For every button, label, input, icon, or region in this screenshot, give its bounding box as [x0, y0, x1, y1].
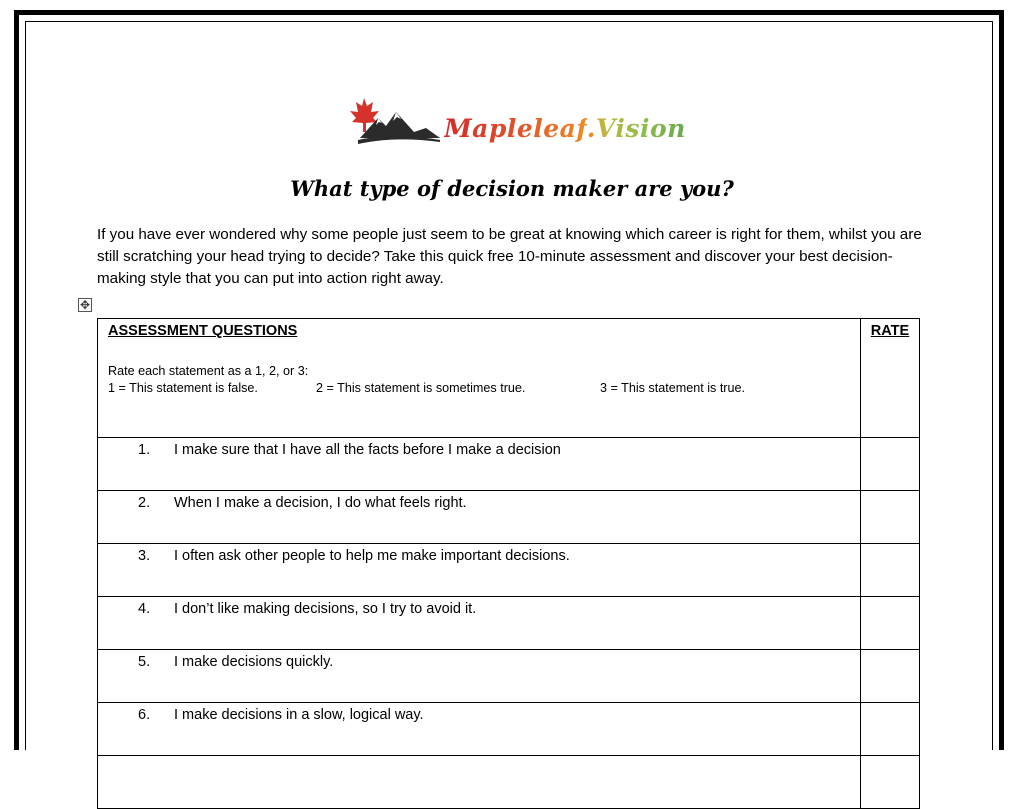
question-cell [98, 544, 861, 597]
rate-input-cell[interactable] [861, 544, 920, 597]
brand-name-part1: Mapleleaf [444, 114, 587, 143]
question-cell [98, 650, 861, 703]
question-text: I often ask other people to help me make important decisions. [174, 548, 570, 564]
brand-name-part2: Vision [595, 114, 686, 143]
question-number: 4. [138, 601, 151, 617]
rate-input-cell[interactable] [861, 756, 920, 809]
rating-instruction-text: Rate each statement as a 1, 2, or 3: [108, 364, 309, 378]
question-number: 1. [138, 442, 151, 458]
scale-item: 1 = This statement is false. [108, 381, 258, 395]
rate-input-cell[interactable] [861, 597, 920, 650]
question-number: 3. [138, 548, 151, 564]
rate-input-cell[interactable] [861, 438, 920, 491]
table-row [98, 756, 920, 809]
assessment-table [97, 318, 920, 809]
question-cell [98, 491, 861, 544]
table-row [98, 597, 920, 650]
table-row [98, 438, 920, 491]
question-cell [98, 756, 861, 809]
table-row [98, 703, 920, 756]
question-number: 5. [138, 654, 151, 670]
rating-scale [108, 380, 850, 397]
intro-paragraph: If you have ever wondered why some people just seem to be great at knowing which career is right for them, whilst you are still scratching your head trying to decide? Take this quick free 10-minute assessment and discover your best decision-making style that you can put into action right away. [97, 226, 922, 287]
brand-logo [344, 92, 694, 156]
brand-name-dot: . [586, 114, 596, 143]
table-header-row [98, 319, 920, 438]
table-row [98, 650, 920, 703]
rate-heading: RATE [870, 323, 910, 339]
question-cell [98, 703, 861, 756]
table-row [98, 491, 920, 544]
maple-leaf-mountain-logo-icon [344, 92, 444, 152]
scale-item: 3 = This statement is true. [600, 381, 746, 395]
rating-instructions [108, 363, 850, 397]
question-number: 2. [138, 495, 151, 511]
question-number: 6. [138, 707, 151, 723]
question-text: I make decisions in a slow, logical way. [174, 707, 424, 723]
rate-input-cell[interactable] [861, 650, 920, 703]
question-cell [98, 438, 861, 491]
rate-header-cell [861, 319, 920, 438]
rate-input-cell[interactable] [861, 491, 920, 544]
question-text: I make decisions quickly. [174, 654, 334, 670]
question-cell [98, 597, 861, 650]
scale-item: 2 = This statement is sometimes true. [316, 381, 526, 395]
question-text: When I make a decision, I do what feels right. [174, 495, 467, 511]
question-text: I don’t like making decisions, so I try to avoid it. [174, 601, 477, 617]
page-title: What type of decision maker are you? [290, 176, 734, 201]
rate-input-cell[interactable] [861, 703, 920, 756]
table-move-handle-icon[interactable]: ✥ [79, 298, 91, 312]
question-text: I make sure that I have all the facts before I make a decision [174, 442, 561, 458]
header-cell [98, 319, 861, 438]
assessment-questions-heading: ASSESSMENT QUESTIONS [108, 323, 298, 339]
brand-name [444, 114, 686, 143]
table-row [98, 544, 920, 597]
